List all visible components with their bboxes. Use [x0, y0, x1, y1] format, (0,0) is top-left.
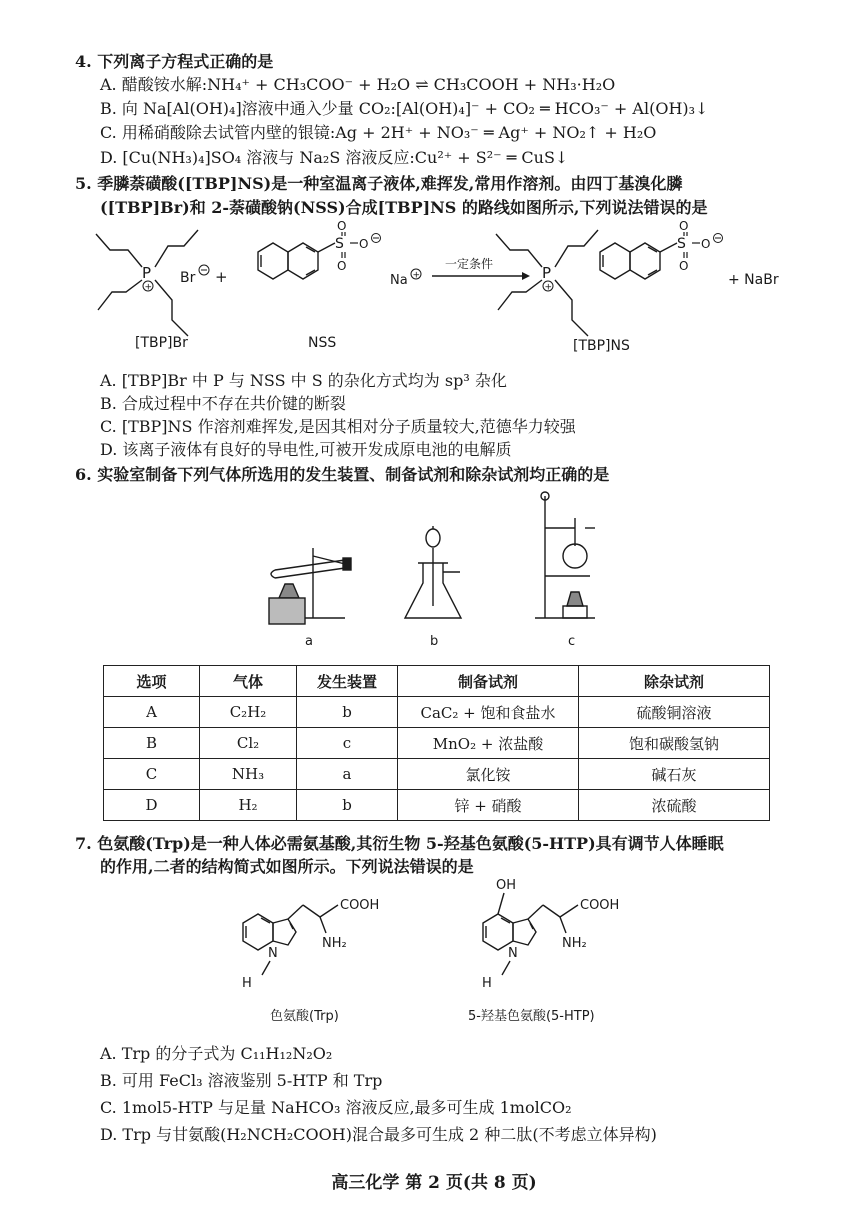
- apparatus-a: [269, 548, 351, 624]
- q6-options-table: [103, 665, 770, 821]
- nss-sulfur: S: [335, 236, 344, 252]
- table-cell: 氯化铵: [398, 759, 579, 790]
- htp-cooh: COOH: [580, 898, 620, 913]
- trp-nh2: NH₂: [322, 936, 347, 951]
- table-row: [104, 759, 770, 790]
- q7-option-c[interactable]: C. 1mol5-HTP 与足量 NaHCO₃ 溶液反应,最多可生成 1molCO₂: [100, 1098, 572, 1117]
- product-oxygen-bottom: O: [679, 259, 689, 273]
- q6-apparatus-figure: [255, 488, 615, 653]
- q4-stem: 4. 下列离子方程式正确的是: [75, 52, 274, 71]
- trp-name: 色氨酸(Trp): [270, 1009, 339, 1024]
- page-footer: 高三化学 第 2 页(共 8 页): [331, 1173, 537, 1193]
- table-cell: Cl₂: [200, 728, 297, 759]
- tbp-phosphorus: P: [142, 264, 152, 282]
- table-cell: D: [104, 790, 200, 821]
- table-cell: b: [297, 697, 398, 728]
- table-cell: B: [104, 728, 200, 759]
- q7-option-d[interactable]: D. Trp 与甘氨酸(H₂NCH₂COOH)混合最多可生成 2 种二肽(不考虑立体异构): [100, 1125, 657, 1144]
- htp-oh: OH: [496, 878, 517, 893]
- trp-cooh: COOH: [340, 898, 380, 913]
- table-row: [104, 790, 770, 821]
- q7-stem-line2: 的作用,二者的结构简式如图所示。下列说法错误的是: [100, 857, 474, 876]
- apparatus-c: [535, 492, 595, 618]
- htp-h: H: [482, 976, 492, 991]
- q7-stem-line1: 7. 色氨酸(Trp)是一种人体必需氨基酸,其衍生物 5-羟基色氨酸(5-HTP)具有调节人体睡眠: [75, 834, 724, 853]
- svg-text:+: +: [544, 282, 553, 293]
- table-cell: c: [297, 728, 398, 759]
- nss-oxygen-bottom: O: [337, 259, 347, 273]
- table-cell: C₂H₂: [200, 697, 297, 728]
- htp-nh2: NH₂: [562, 936, 587, 951]
- trp-h: H: [242, 976, 252, 991]
- reactant1-label: [TBP]Br: [135, 335, 188, 351]
- htp-name: 5-羟基色氨酸(5-HTP): [468, 1009, 595, 1024]
- table-cell: 饱和碳酸氢钠: [579, 728, 770, 759]
- reaction-condition: 一定条件: [445, 257, 494, 271]
- table-cell: b: [297, 790, 398, 821]
- q6-stem: 6. 实验室制备下列气体所选用的发生装置、制备试剂和除杂试剂均正确的是: [75, 465, 610, 484]
- table-cell: MnO₂ + 浓盐酸: [398, 728, 579, 759]
- table-header: 除杂试剂: [579, 666, 770, 697]
- table-header: 制备试剂: [398, 666, 579, 697]
- q7-option-a[interactable]: A. Trp 的分子式为 C₁₁H₁₂N₂O₂: [100, 1044, 333, 1063]
- q7-option-b[interactable]: B. 可用 FeCl₃ 溶液鉴别 5-HTP 和 Trp: [100, 1071, 383, 1090]
- svg-text:+: +: [412, 270, 421, 281]
- nss-structure: [258, 243, 335, 279]
- nabr-byproduct: + NaBr: [728, 272, 779, 288]
- apparatus-b: [405, 526, 461, 618]
- q5-option-d[interactable]: D. 该离子液体有良好的导电性,可被开发成原电池的电解质: [100, 440, 512, 459]
- q5-option-c[interactable]: C. [TBP]NS 作溶剂难挥发,是因其相对分子质量较大,范德华力较强: [100, 417, 576, 436]
- q5-option-b[interactable]: B. 合成过程中不存在共价键的断裂: [100, 394, 346, 413]
- sodium-label: Na: [390, 273, 408, 288]
- table-cell: C: [104, 759, 200, 790]
- product-phosphorus: P: [542, 264, 552, 282]
- table-header: 选项: [104, 666, 200, 697]
- product-sulfur: S: [677, 236, 686, 252]
- table-cell: 浓硫酸: [579, 790, 770, 821]
- q5-option-a[interactable]: A. [TBP]Br 中 P 与 NSS 中 S 的杂化方式均为 sp³ 杂化: [100, 371, 507, 390]
- product-oxygen-anion: O: [701, 237, 711, 251]
- svg-text:+: +: [144, 282, 153, 293]
- apparatus-a-label: a: [305, 634, 313, 649]
- table-cell: 硫酸铜溶液: [579, 697, 770, 728]
- q5-stem-line1: 5. 季膦萘磺酸([TBP]NS)是一种室温离子液体,难挥发,常用作溶剂。由四丁基溴化膦: [75, 174, 683, 193]
- q5-stem-line2: ([TBP]Br)和 2-萘磺酸钠(NSS)合成[TBP]NS 的路线如图所示,下列说法错误的是: [100, 198, 708, 217]
- table-cell: H₂: [200, 790, 297, 821]
- reactant2-label: NSS: [308, 335, 337, 351]
- nss-oxygen-anion: O: [359, 237, 369, 251]
- q5-reaction-scheme: [80, 219, 800, 362]
- table-row: [104, 697, 770, 728]
- apparatus-c-label: c: [568, 634, 576, 649]
- table-cell: NH₃: [200, 759, 297, 790]
- q4-option-c[interactable]: C. 用稀硝酸除去试管内壁的银镜:Ag + 2H⁺ + NO₃⁻ ═ Ag⁺ + NO₂↑ + H₂O: [100, 123, 657, 142]
- q4-option-b[interactable]: B. 向 Na[Al(OH)₄]溶液中通入少量 CO₂:[Al(OH)₄]⁻ + CO₂ ═ HCO₃⁻ + Al(OH)₃↓: [100, 99, 709, 118]
- nss-oxygen-top: O: [337, 219, 347, 233]
- table-header: 气体: [200, 666, 297, 697]
- table-cell: CaC₂ + 饱和食盐水: [398, 697, 579, 728]
- product-oxygen-top: O: [679, 219, 689, 233]
- htp-n: N: [508, 946, 518, 961]
- table-cell: A: [104, 697, 200, 728]
- trp-structure: [243, 905, 338, 961]
- product-label: [TBP]NS: [573, 338, 630, 354]
- table-header-row: [104, 666, 770, 697]
- table-cell: a: [297, 759, 398, 790]
- bromide-label: Br: [180, 270, 196, 286]
- table-cell: 锌 + 硝酸: [398, 790, 579, 821]
- table-header: 发生装置: [297, 666, 398, 697]
- plus-sign: +: [215, 268, 228, 286]
- q7-structures-figure: [228, 875, 648, 1030]
- q4-option-a[interactable]: A. 醋酸铵水解:NH₄⁺ + CH₃COO⁻ + H₂O ⇌ CH₃COOH + NH₃·H₂O: [100, 75, 616, 94]
- table-cell: 碱石灰: [579, 759, 770, 790]
- apparatus-b-label: b: [430, 634, 439, 649]
- product-anion-structure: [600, 243, 677, 279]
- trp-n: N: [268, 946, 278, 961]
- table-row: [104, 728, 770, 759]
- q4-option-d[interactable]: D. [Cu(NH₃)₄]SO₄ 溶液与 Na₂S 溶液反应:Cu²⁺ + S²⁻ ═ CuS↓: [100, 148, 569, 167]
